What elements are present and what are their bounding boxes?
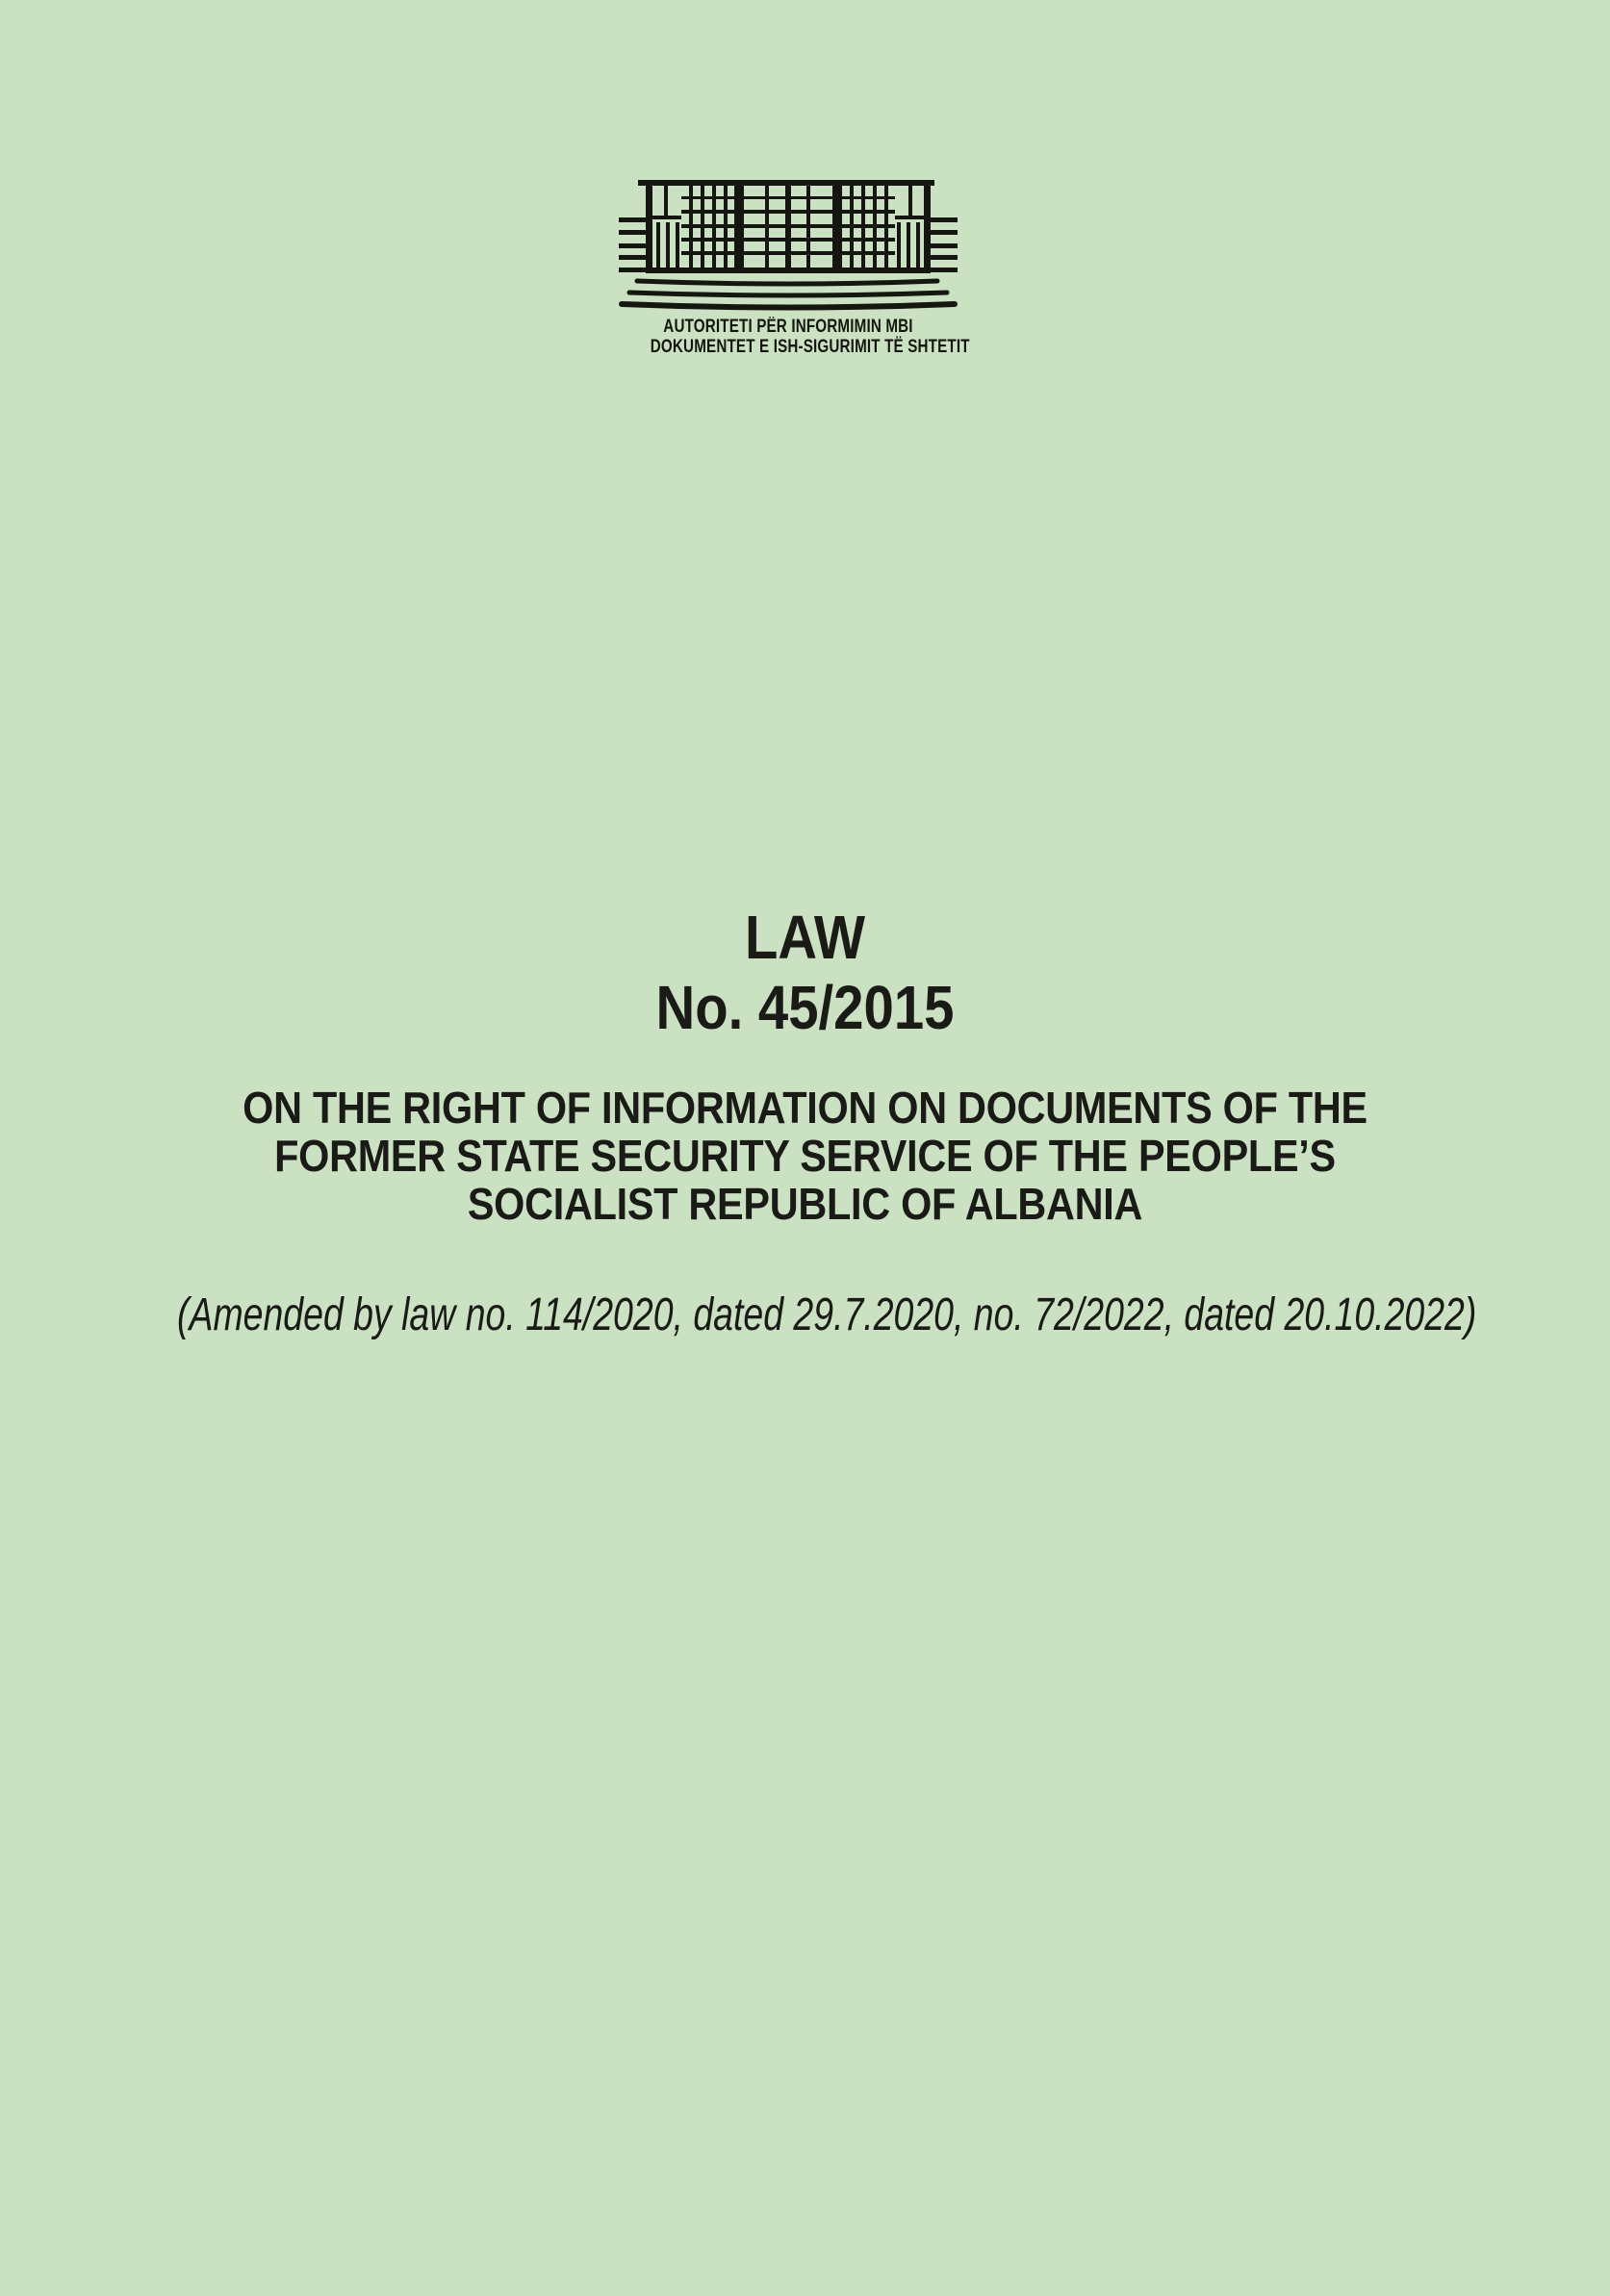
document-title-line1: ON THE RIGHT OF INFORMATION ON DOCUMENTS OF THE (243, 1083, 1367, 1133)
authority-logo-block (0, 169, 1610, 357)
law-label: LAW (744, 903, 866, 972)
document-title (81, 1084, 1530, 1228)
amendment-note: (Amended by law no. 114/2020, dated 29.7.2020, no. 72/2022, dated 20.10.2022) (177, 1289, 1477, 1340)
law-heading (96, 903, 1513, 1043)
authority-logo (616, 169, 970, 357)
authority-building-icon (616, 169, 960, 314)
law-number: No. 45/2015 (655, 973, 955, 1042)
document-title-line3: SOCIALIST REPUBLIC OF ALBANIA (467, 1179, 1143, 1229)
authority-caption (650, 317, 970, 357)
document-title-line2: FORMER STATE SECURITY SERVICE OF THE PEOPLE’S (274, 1131, 1336, 1181)
authority-caption-line1: AUTORITETI PËR INFORMIMIN MBI (662, 317, 913, 337)
authority-caption-line2: DOKUMENTET E ISH-SIGURIMIT TË SHTETIT (650, 337, 970, 357)
